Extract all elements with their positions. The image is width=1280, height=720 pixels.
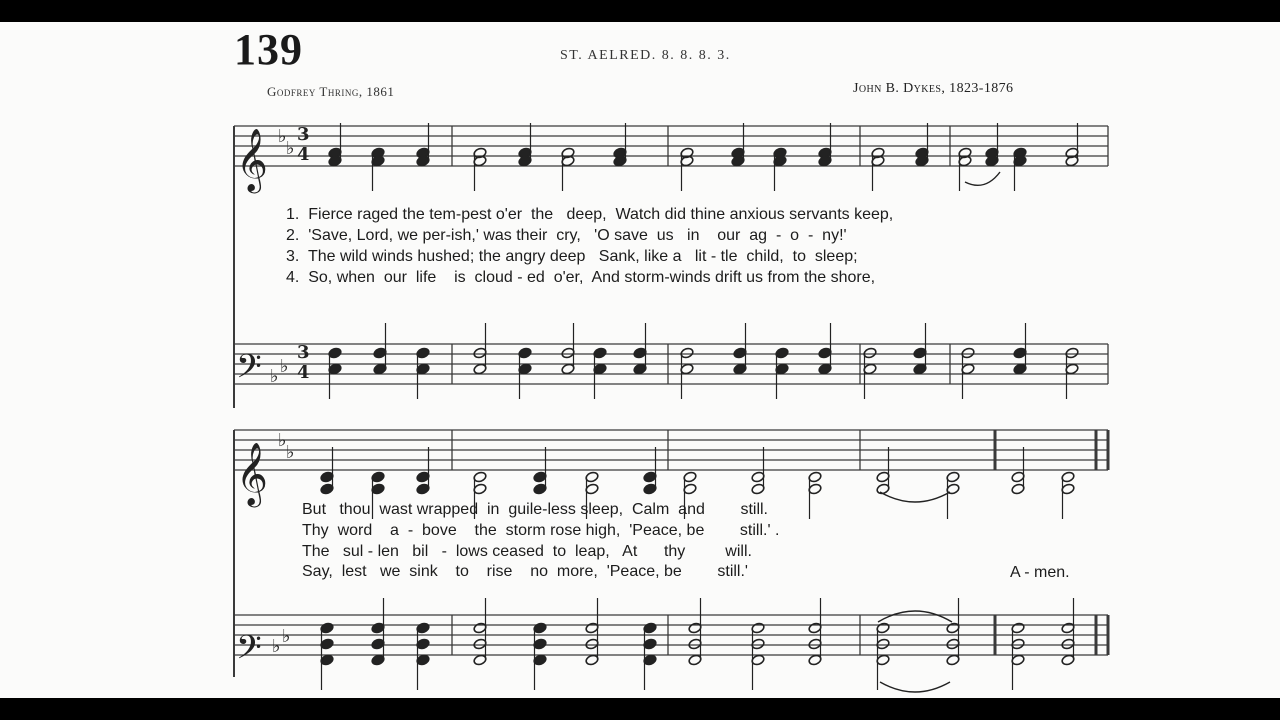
- tune-name: ST. AELRED. 8. 8. 8. 3.: [560, 48, 731, 63]
- hymn-number: 139: [234, 25, 303, 74]
- bass-clef-icon: 𝄢: [236, 629, 262, 675]
- time-signature-top: 3: [297, 342, 310, 363]
- lyric-verse-1-line-1: 1. Fierce raged the tem-pest o'er the deep, Watch did thine anxious servants keep,: [286, 206, 894, 223]
- flat-sign-icon: ♭: [282, 626, 291, 647]
- slur-mark: [880, 682, 950, 692]
- time-signature-bottom: 4: [297, 144, 310, 165]
- flat-sign-icon: ♭: [286, 138, 295, 159]
- lyric-verse-3-line-2: The sul - len bil - lows ceased to leap, At thy will.: [302, 543, 752, 560]
- slur-mark: [878, 611, 952, 622]
- lyric-verse-2-line-1: 2. 'Save, Lord, we per-ish,' was their cry, 'O save us in our ag - o - ny!': [286, 227, 847, 244]
- treble-clef-icon: 𝄞: [236, 128, 268, 191]
- lyric-verse-2-line-2: Thy word a - bove the storm rose high, 'Peace, be still.' .: [302, 522, 780, 539]
- time-signature-bottom: 4: [297, 362, 310, 383]
- lyric-verse-4-line-2: Say, lest we sink to rise no more, 'Peace, be still.': [302, 563, 748, 580]
- slur-mark: [965, 172, 1000, 185]
- hymn-page: [0, 22, 1280, 698]
- music-notation: [0, 22, 1280, 698]
- time-signature-top: 3: [297, 124, 310, 145]
- hymn-author: Godfrey Thring, 1861: [267, 84, 395, 99]
- amen-text: A - men.: [1010, 564, 1070, 581]
- flat-sign-icon: ♭: [270, 366, 279, 387]
- lyric-verse-4-line-1: 4. So, when our life is cloud - ed o'er, And storm-winds drift us from the shore,: [286, 269, 876, 286]
- bass-clef-icon: 𝄢: [236, 348, 262, 394]
- hymn-composer: John B. Dykes, 1823-1876: [853, 81, 1014, 96]
- flat-sign-icon: ♭: [280, 356, 289, 377]
- slur-mark: [880, 492, 950, 502]
- flat-sign-icon: ♭: [272, 636, 281, 657]
- treble-clef-icon: 𝄞: [236, 442, 268, 505]
- flat-sign-icon: ♭: [286, 442, 295, 463]
- lyric-verse-3-line-1: 3. The wild winds hushed; the angry deep Sank, like a lit - tle child, to sleep;: [286, 248, 858, 265]
- flat-sign-icon: ♭: [278, 126, 287, 147]
- flat-sign-icon: ♭: [278, 430, 287, 451]
- lyric-verse-1-line-2: But thou wast wrapped in guile-less sleep, Calm and still.: [302, 501, 768, 518]
